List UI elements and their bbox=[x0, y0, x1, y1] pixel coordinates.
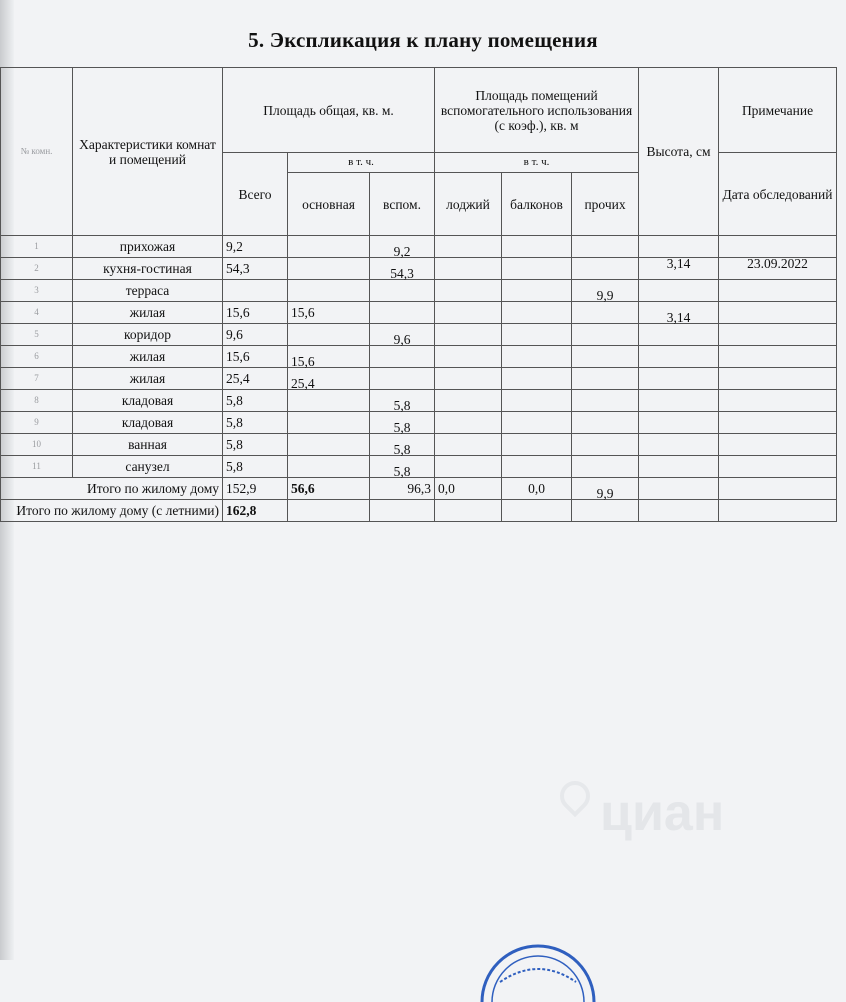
main-area bbox=[288, 258, 370, 280]
note bbox=[719, 390, 837, 412]
height bbox=[639, 456, 719, 478]
room-name: санузел bbox=[73, 456, 223, 478]
total-area: 54,3 bbox=[223, 258, 288, 280]
note bbox=[719, 324, 837, 346]
main-area bbox=[288, 434, 370, 456]
height bbox=[639, 368, 719, 390]
aux-area: 9,6 bbox=[370, 329, 435, 351]
explication-table bbox=[0, 67, 837, 522]
loggia-summer bbox=[435, 500, 502, 522]
room-number: 8 bbox=[1, 390, 73, 412]
header-other: прочих bbox=[572, 173, 639, 236]
note bbox=[719, 456, 837, 478]
balcony-area bbox=[502, 324, 572, 346]
loggia-area bbox=[435, 434, 502, 456]
room-number: 2 bbox=[1, 258, 73, 280]
header-main: основная bbox=[288, 173, 370, 236]
main-area bbox=[288, 324, 370, 346]
room-number: 6 bbox=[1, 346, 73, 368]
room-number: 5 bbox=[1, 324, 73, 346]
balcony-area bbox=[502, 456, 572, 478]
header-balcony: балконов bbox=[502, 173, 572, 236]
header-characteristics: Характеристики комнат и помещений bbox=[73, 68, 223, 236]
table-row bbox=[1, 390, 837, 412]
total-area-sum: 152,9 bbox=[223, 478, 288, 500]
total-area: 9,6 bbox=[223, 324, 288, 346]
note bbox=[719, 368, 837, 390]
balcony-area bbox=[502, 434, 572, 456]
balcony-summer bbox=[502, 500, 572, 522]
main-summer-area bbox=[288, 500, 370, 522]
balcony-area bbox=[502, 302, 572, 324]
height: 3,14 bbox=[639, 307, 719, 329]
aux-area bbox=[370, 302, 435, 324]
balcony-area bbox=[502, 368, 572, 390]
main-area bbox=[288, 280, 370, 302]
other-area bbox=[572, 324, 639, 346]
other-area bbox=[572, 258, 639, 280]
room-number: 7 bbox=[1, 368, 73, 390]
balcony-area bbox=[502, 280, 572, 302]
header-total-incl: в т. ч. bbox=[288, 153, 435, 173]
room-name: прихожая bbox=[73, 236, 223, 258]
total-summer-area: 162,8 bbox=[223, 500, 288, 522]
header-aux-incl: в т. ч. bbox=[435, 153, 639, 173]
loggia-area bbox=[435, 346, 502, 368]
room-name: жилая bbox=[73, 302, 223, 324]
balcony-area bbox=[502, 346, 572, 368]
total-area: 5,8 bbox=[223, 434, 288, 456]
header-aux: вспом. bbox=[370, 173, 435, 236]
header-total-all: Всего bbox=[223, 153, 288, 236]
note bbox=[719, 280, 837, 302]
aux-summer-area bbox=[370, 500, 435, 522]
height bbox=[639, 280, 719, 302]
note bbox=[719, 302, 837, 324]
height bbox=[639, 390, 719, 412]
height bbox=[639, 434, 719, 456]
main-area bbox=[288, 236, 370, 258]
main-area-sum: 56,6 bbox=[288, 478, 370, 500]
note: 23.09.2022 bbox=[719, 253, 837, 275]
main-area: 15,6 bbox=[288, 351, 370, 373]
room-name: жилая bbox=[73, 346, 223, 368]
aux-area: 54,3 bbox=[370, 263, 435, 285]
note bbox=[719, 346, 837, 368]
loggia-area bbox=[435, 368, 502, 390]
watermark-text: циан bbox=[600, 784, 725, 842]
location-pin-icon bbox=[554, 775, 596, 817]
header-loggia: лоджий bbox=[435, 173, 502, 236]
room-name: кухня-гостиная bbox=[73, 258, 223, 280]
header-survey-date: Дата обследований bbox=[719, 153, 837, 236]
header-total-area: Площадь общая, кв. м. bbox=[223, 68, 435, 153]
aux-area: 5,8 bbox=[370, 395, 435, 417]
loggia-area bbox=[435, 324, 502, 346]
other-area bbox=[572, 456, 639, 478]
room-number: 1 bbox=[1, 236, 73, 258]
header-note: Примечание bbox=[719, 68, 837, 153]
room-number: 3 bbox=[1, 280, 73, 302]
other-area bbox=[572, 236, 639, 258]
total-label: Итого по жилому дому bbox=[1, 478, 223, 500]
total-area: 15,6 bbox=[223, 346, 288, 368]
loggia-area bbox=[435, 258, 502, 280]
total-area: 15,6 bbox=[223, 302, 288, 324]
total-area: 9,2 bbox=[223, 236, 288, 258]
note-summer bbox=[719, 500, 837, 522]
other-area: 9,9 bbox=[572, 285, 639, 307]
total-area: 5,8 bbox=[223, 412, 288, 434]
room-name: терраса bbox=[73, 280, 223, 302]
note bbox=[719, 412, 837, 434]
header-aux-area: Площадь помещений вспомогательного использования (с коэф.), кв. м bbox=[435, 68, 639, 153]
room-number: 10 bbox=[1, 434, 73, 456]
height: 3,14 bbox=[639, 253, 719, 275]
aux-area: 9,2 bbox=[370, 241, 435, 263]
other-area bbox=[572, 390, 639, 412]
total-summer-label: Итого по жилому дому (с летними) bbox=[1, 500, 223, 522]
total-row-with-summer bbox=[1, 500, 837, 522]
loggia-area bbox=[435, 302, 502, 324]
room-name: ванная bbox=[73, 434, 223, 456]
height bbox=[639, 346, 719, 368]
main-area bbox=[288, 412, 370, 434]
room-name: коридор bbox=[73, 324, 223, 346]
note bbox=[719, 434, 837, 456]
total-area bbox=[223, 280, 288, 302]
room-number: 11 bbox=[1, 456, 73, 478]
balcony-area bbox=[502, 236, 572, 258]
room-name: кладовая bbox=[73, 412, 223, 434]
other-sum: 9,9 bbox=[572, 483, 639, 505]
balcony-sum: 0,0 bbox=[502, 478, 572, 500]
room-name: жилая bbox=[73, 368, 223, 390]
other-area bbox=[572, 412, 639, 434]
main-area: 15,6 bbox=[288, 302, 370, 324]
loggia-area bbox=[435, 456, 502, 478]
other-area bbox=[572, 368, 639, 390]
aux-area: 5,8 bbox=[370, 461, 435, 483]
loggia-area bbox=[435, 280, 502, 302]
room-number: 4 bbox=[1, 302, 73, 324]
height bbox=[639, 412, 719, 434]
balcony-area bbox=[502, 390, 572, 412]
room-name: кладовая bbox=[73, 390, 223, 412]
aux-area: 5,8 bbox=[370, 439, 435, 461]
official-stamp bbox=[478, 942, 598, 1002]
header-room-number: № комн. bbox=[1, 68, 73, 236]
balcony-area bbox=[502, 258, 572, 280]
height-sum bbox=[639, 478, 719, 500]
total-area: 25,4 bbox=[223, 368, 288, 390]
main-area: 25,4 bbox=[288, 373, 370, 395]
header-height: Высота, см bbox=[639, 68, 719, 236]
balcony-area bbox=[502, 412, 572, 434]
aux-area-sum: 96,3 bbox=[370, 478, 435, 500]
page-title: 5. Экспликация к плану помещения bbox=[248, 28, 598, 52]
note-sum bbox=[719, 478, 837, 500]
cian-watermark bbox=[530, 775, 750, 855]
other-area bbox=[572, 346, 639, 368]
total-area: 5,8 bbox=[223, 390, 288, 412]
table-row bbox=[1, 302, 837, 324]
loggia-sum: 0,0 bbox=[435, 478, 502, 500]
aux-area bbox=[370, 368, 435, 390]
table-row bbox=[1, 368, 837, 390]
height-summer bbox=[639, 500, 719, 522]
other-area bbox=[572, 434, 639, 456]
loggia-area bbox=[435, 236, 502, 258]
room-number: 9 bbox=[1, 412, 73, 434]
main-area bbox=[288, 456, 370, 478]
loggia-area bbox=[435, 412, 502, 434]
total-area: 5,8 bbox=[223, 456, 288, 478]
loggia-area bbox=[435, 390, 502, 412]
aux-area: 5,8 bbox=[370, 417, 435, 439]
